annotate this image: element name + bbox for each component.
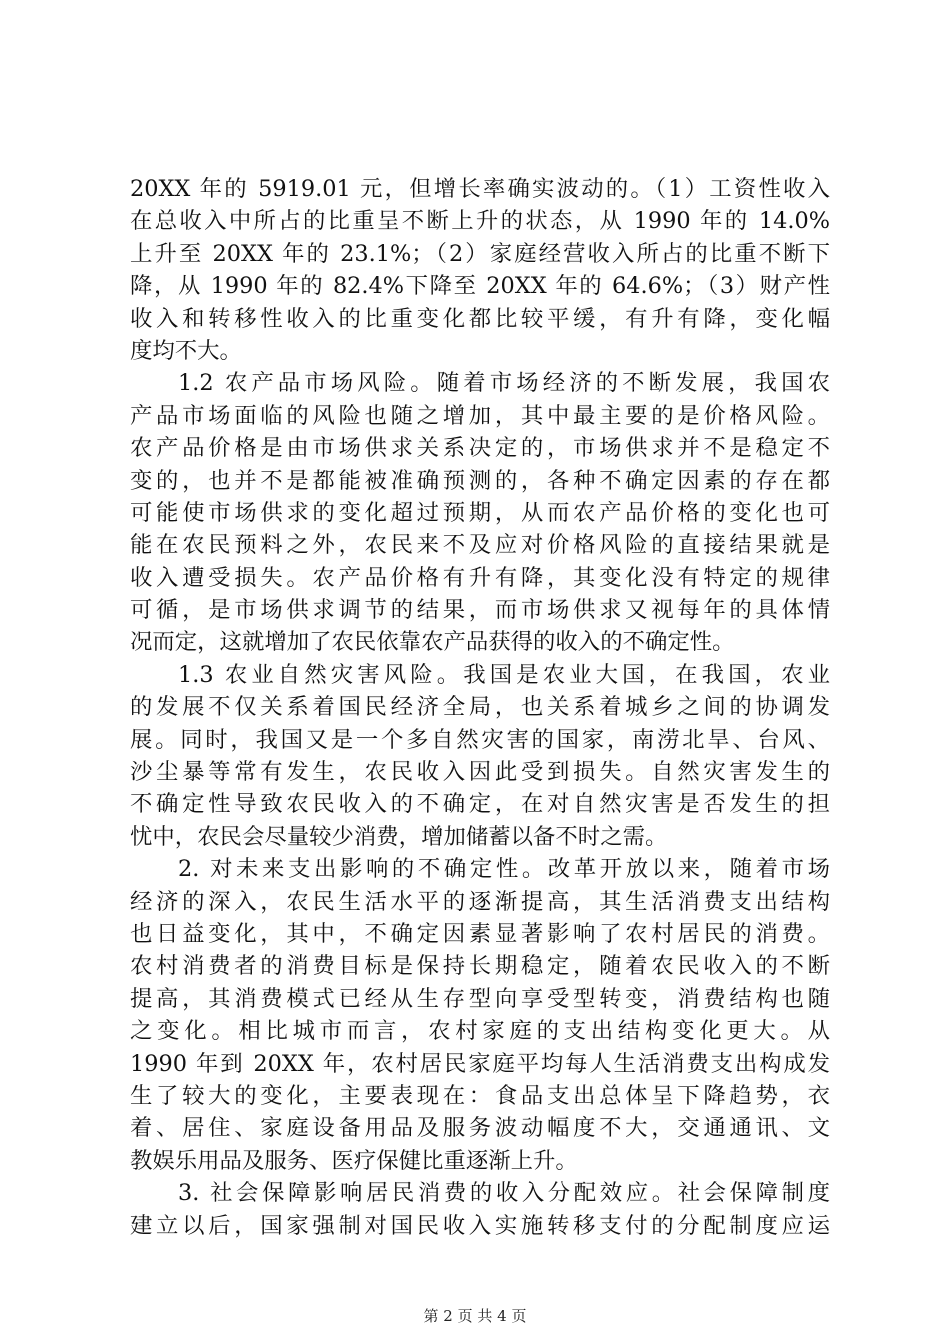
text-line: 不确定性导致农民收入的不确定，在对自然灾害是否发生的担 [130, 791, 830, 818]
text-line: 在总收入中所占的比重呈不断上升的状态，从 1990 年的 14.0% [130, 208, 830, 235]
text-line: 教娱乐用品及服务、医疗保健比重逐渐上升。 [130, 1147, 578, 1174]
text-line: 1.3 农业自然灾害风险。我国是农业大国，在我国，农业 [178, 661, 830, 688]
text-line: 可能使市场供求的变化超过预期，从而农产品价格的变化也可 [130, 499, 830, 526]
body-text [130, 173, 830, 1242]
text-line: 产品市场面临的风险也随之增加，其中最主要的是价格风险。 [130, 402, 830, 429]
text-line: 3. 社会保障影响居民消费的收入分配效应。社会保障制度 [178, 1180, 830, 1207]
text-line: 之变化。相比城市而言，农村家庭的支出结构变化更大。从 [130, 1018, 830, 1045]
text-line: 农村消费者的消费目标是保持长期稳定，随着农民收入的不断 [130, 953, 830, 980]
text-line: 能在农民预料之外，农民来不及应对价格风险的直接结果就是 [130, 532, 830, 559]
text-line: 1.2 农产品市场风险。随着市场经济的不断发展，我国农 [178, 370, 830, 397]
text-line: 沙尘暴等常有发生，农民收入因此受到损失。自然灾害发生的 [130, 759, 830, 786]
text-line: 也日益变化，其中，不确定因素显著影响了农村居民的消费。 [130, 920, 830, 947]
text-line: 着、居住、家庭设备用品及服务波动幅度不大，交通通讯、文 [130, 1115, 830, 1142]
text-line: 况而定，这就增加了农民依靠农产品获得的收入的不确定性。 [130, 629, 735, 656]
text-line: 上升至 20XX 年的 23.1%；（2）家庭经营收入所占的比重不断下 [130, 240, 830, 267]
text-line: 忧中，农民会尽量较少消费，增加储蓄以备不时之需。 [130, 823, 668, 850]
text-line: 2. 对未来支出影响的不确定性。改革开放以来，随着市场 [178, 856, 830, 883]
text-line: 1990 年到 20XX 年，农村居民家庭平均每人生活消费支出构成发 [130, 1050, 830, 1077]
text-line: 经济的深入，农民生活水平的逐渐提高，其生活消费支出结构 [130, 888, 830, 915]
text-line: 变的，也并不是都能被准确预测的，各种不确定因素的存在都 [130, 467, 830, 494]
text-line: 可循，是市场供求调节的结果，而市场供求又视每年的具体情 [130, 597, 830, 624]
text-line: 生了较大的变化，主要表现在：食品支出总体呈下降趋势，衣 [130, 1082, 830, 1109]
text-line: 提高，其消费模式已经从生存型向享受型转变，消费结构也随 [130, 985, 830, 1012]
text-line: 降，从 1990 年的 82.4%下降至 20XX 年的 64.6%；（3）财产性 [130, 273, 830, 300]
text-line: 20XX 年的 5919.01 元，但增长率确实波动的。（1）工资性收入 [130, 176, 830, 202]
text-line: 建立以后，国家强制对国民收入实施转移支付的分配制度应运 [130, 1212, 830, 1239]
text-line: 展。同时，我国又是一个多自然灾害的国家，南涝北旱、台风、 [130, 726, 830, 753]
text-line: 收入和转移性收入的比重变化都比较平缓，有升有降，变化幅 [130, 305, 830, 332]
text-line: 度均不大。 [130, 337, 242, 364]
text-line: 收入遭受损失。农产品价格有升有降，其变化没有特定的规律 [130, 564, 830, 591]
text-line: 农产品价格是由市场供求关系决定的，市场供求并不是稳定不 [130, 435, 830, 462]
text-line: 的发展不仅关系着国民经济全局，也关系着城乡之间的协调发 [130, 694, 830, 721]
page-footer: 第 2 页 共 4 页 [423, 1307, 527, 1325]
